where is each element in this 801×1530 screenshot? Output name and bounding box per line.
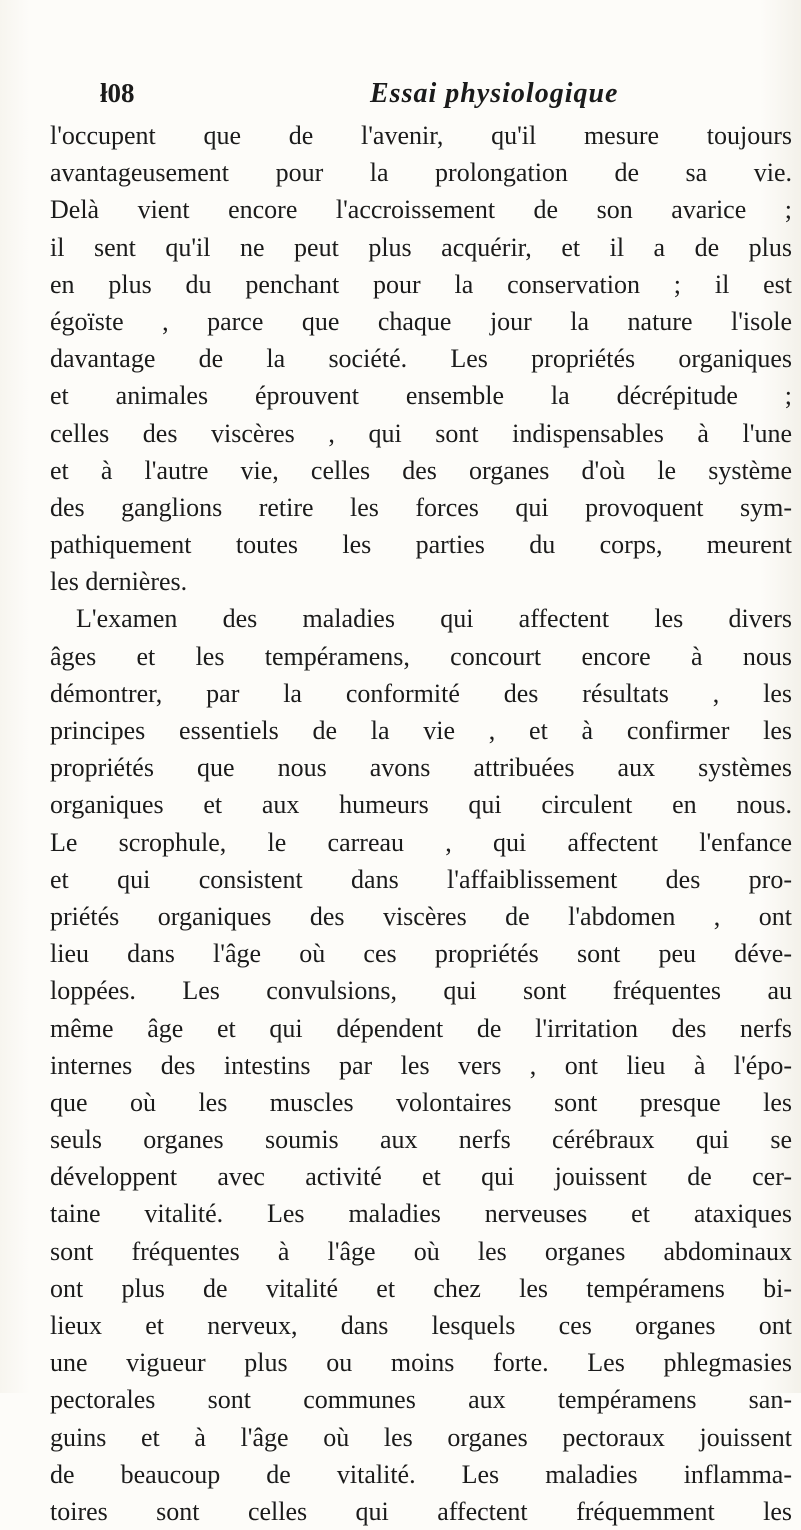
text-line: même âge et qui dépendent de l'irritation des nerfs (50, 1013, 792, 1043)
text-line: pathiquement toutes les parties du corps, meurent (50, 530, 792, 560)
text-line: toires sont celles qui affectent fréquemment les (50, 1496, 792, 1526)
text-line: organiques et aux humeurs qui circulent en nous. (50, 790, 792, 820)
text-line: développent avec activité et qui jouissent de cer- (50, 1162, 792, 1192)
text-line: il sent qu'il ne peut plus acquérir, et il a de plus (50, 232, 792, 262)
text-line: et qui consistent dans l'affaiblissement des pro- (50, 864, 792, 894)
text-line: davantage de la société. Les propriétés organiques (50, 344, 792, 374)
text-line: propriétés que nous avons attribuées aux systèmes (50, 753, 792, 783)
text-line: principes essentiels de la vie , et à confirmer les (50, 716, 792, 745)
text-line: taine vitalité. Les maladies nerveuses et ataxiques (50, 1199, 792, 1229)
text-line: sont fréquentes à l'âge où les organes abdominaux (50, 1236, 792, 1266)
text-line: de beaucoup de vitalité. Les maladies inflamma- (50, 1459, 792, 1489)
text-line: loppées. Les convulsions, qui sont fréquentes au (50, 976, 792, 1006)
text-line: égoïste , parce que chaque jour la nature l'isole (50, 306, 792, 336)
text-line: des ganglions retire les forces qui provoquent sym- (50, 492, 792, 522)
text-line: une vigueur plus ou moins forte. Les phlegmasies (50, 1348, 792, 1378)
text-line: les dernières. (50, 567, 188, 597)
text-line: seuls organes soumis aux nerfs cérébraux qui se (50, 1125, 792, 1155)
running-head (100, 78, 670, 118)
text-line: et animales éprouvent ensemble la décrépitude ; (50, 381, 792, 411)
text-line: ont plus de vitalité et chez les tempéramens bi- (50, 1273, 792, 1303)
text-line: l'occupent que de l'avenir, qu'il mesure toujours (50, 121, 792, 150)
text-line: priétés organiques des viscères de l'abdomen , ont (50, 901, 792, 931)
text-line: guins et à l'âge où les organes pectoraux jouissent (50, 1422, 792, 1452)
text-line: lieux et nerveux, dans lesquels ces organes ont (50, 1311, 792, 1340)
text-line: Le scrophule, le carreau , qui affectent l'enfance (50, 827, 792, 857)
text-line: en plus du penchant pour la conservation ; il est (50, 269, 792, 299)
page-number: ł08 (100, 78, 135, 108)
running-title: Essai physiologique (370, 78, 619, 109)
text-line: internes des intestins par les vers , ont lieu à l'épo- (50, 1050, 792, 1080)
text-line: pectorales sont communes aux tempéramens san- (50, 1385, 792, 1415)
text-line: que où les muscles volontaires sont presque les (50, 1087, 792, 1117)
text-line: L'examen des maladies qui affectent les divers (76, 604, 792, 634)
text-line: Delà vient encore l'accroissement de son avarice ; (50, 195, 792, 225)
text-line: et à l'autre vie, celles des organes d'où le système (50, 455, 792, 485)
text-line: celles des viscères , qui sont indispensables à l'une (50, 418, 792, 448)
text-line: démontrer, par la conformité des résultats , les (50, 678, 792, 708)
text-line: âges et les tempéramens, concourt encore à nous (50, 641, 792, 671)
text-line: avantageusement pour la prolongation de sa vie. (50, 158, 792, 188)
body-text (50, 117, 792, 1530)
text-line: lieu dans l'âge où ces propriétés sont peu déve- (50, 939, 792, 969)
